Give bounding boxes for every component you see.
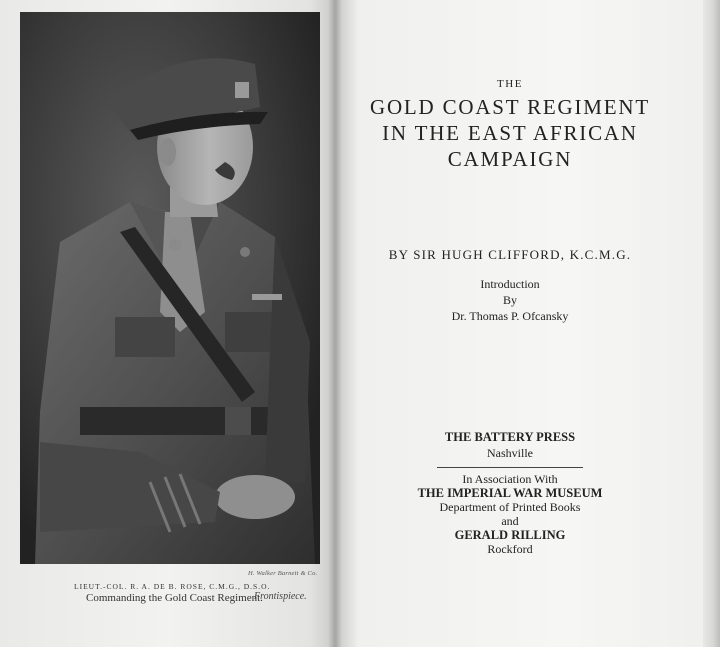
intro-label: Introduction — [480, 277, 540, 291]
collar-badge-left — [169, 239, 181, 251]
caption-role: Commanding the Gold Coast Regiment. — [86, 592, 263, 604]
publisher-city: Nashville — [487, 446, 533, 460]
divider-rule — [437, 467, 583, 468]
intro-by: By — [502, 293, 517, 307]
page-edge — [703, 0, 720, 647]
medal-ribbons — [252, 294, 282, 300]
chest-pocket-left — [115, 317, 175, 357]
ear — [160, 138, 176, 166]
publisher-block — [345, 430, 675, 556]
caption-frontispiece: Frontispiece. — [254, 591, 307, 602]
partner-city: Rockford — [487, 542, 533, 556]
caption-name: LIEUT.-COL. R. A. DE B. ROSE, C.M.G., D.S.O. — [74, 582, 271, 591]
cap-badge — [235, 82, 249, 98]
title-line-3: CAMPAIGN — [447, 147, 573, 171]
frontispiece-portrait — [20, 12, 320, 564]
and-label: and — [501, 514, 519, 528]
portrait-illustration — [20, 12, 320, 564]
publisher-name: THE BATTERY PRESS — [444, 430, 576, 444]
association-label: In Association With — [462, 472, 558, 486]
collar-badge-right — [240, 247, 250, 257]
introduction-block — [345, 276, 675, 324]
belt-buckle — [225, 407, 251, 435]
museum-name: THE IMPERIAL WAR MUSEUM — [417, 486, 603, 500]
intro-author: Dr. Thomas P. Ofcansky — [451, 309, 569, 323]
title-line-2: IN THE EAST AFRICAN — [382, 121, 638, 145]
partner-name: GERALD RILLING — [454, 528, 566, 542]
book-gutter — [328, 0, 342, 647]
author-line: BY SIR HUGH CLIFFORD, K.C.M.G. — [388, 247, 632, 262]
title-line-1: GOLD COAST REGIMENT — [370, 95, 650, 119]
clasped-hands — [215, 475, 295, 519]
photo-credit: H. Walker Barnett & Co. — [248, 570, 318, 577]
museum-department: Department of Printed Books — [439, 500, 581, 514]
title-article: THE — [497, 78, 523, 90]
book-title — [345, 78, 675, 172]
